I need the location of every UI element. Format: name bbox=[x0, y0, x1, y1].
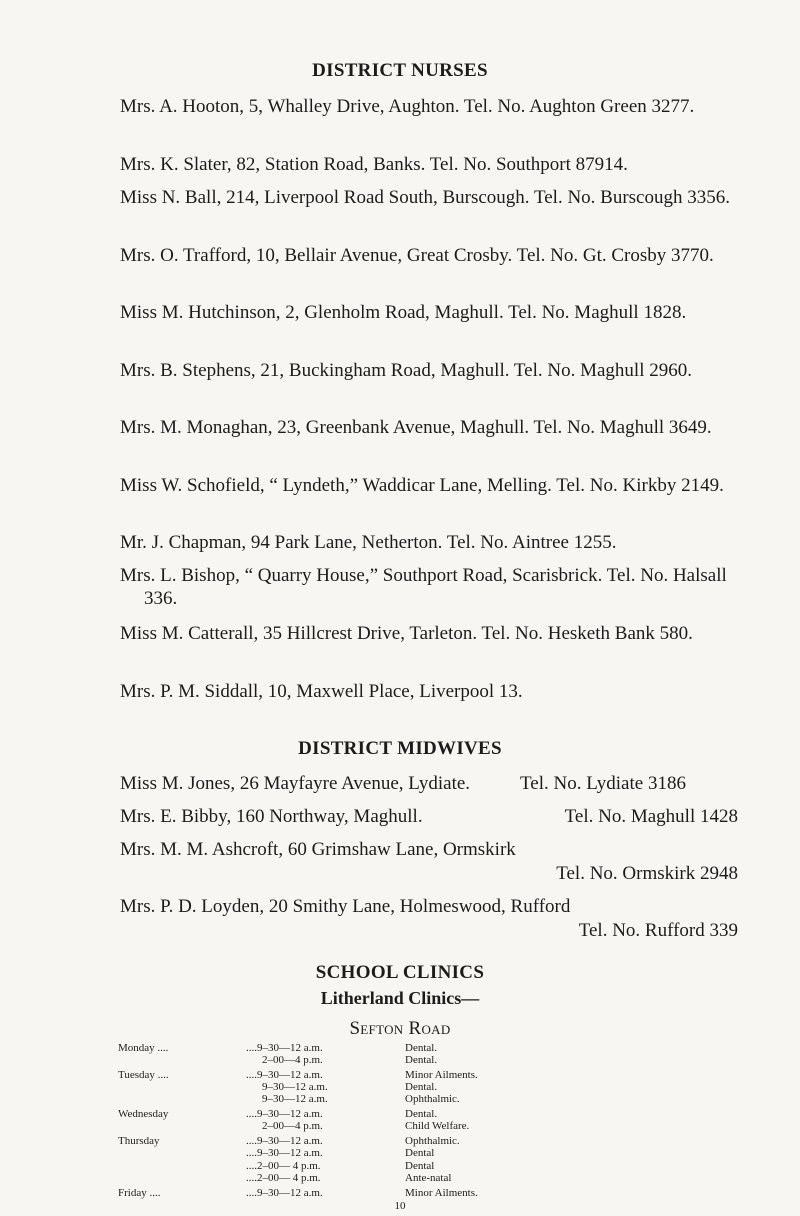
clinic-type: Dental bbox=[405, 1147, 435, 1160]
midwife-phone: Tel. No. Rufford 339 bbox=[578, 920, 738, 941]
nurse-entry: Mrs. L. Bishop, “ Quarry House,” Southport Road, Scarisbrick. Tel. No. Halsall 336. bbox=[120, 565, 727, 609]
clinic-time: ....9–30—12 a.m. bbox=[246, 1135, 323, 1148]
page-number: 10 bbox=[394, 1199, 406, 1212]
clinic-time: 9–30—12 a.m. bbox=[262, 1093, 328, 1106]
clinic-day: Friday .... bbox=[118, 1186, 161, 1199]
clinic-time: ....9–30—12 a.m. bbox=[246, 1069, 323, 1081]
clinic-time: ....9–30—12 a.m. bbox=[246, 1186, 323, 1199]
clinic-time: 2–00—4 p.m. bbox=[262, 1120, 323, 1133]
nurse-entry: Mrs. M. Monaghan, 23, Greenbank Avenue, Maghull. Tel. No. Maghull 3649. bbox=[120, 417, 712, 438]
clinic-type: Dental. bbox=[405, 1081, 438, 1094]
sefton-road-location: Sefton Road bbox=[349, 1018, 451, 1039]
nurse-entry: Miss W. Schofield, “ Lyndeth,” Waddicar Lane, Melling. Tel. No. Kirkby 2149. bbox=[120, 475, 724, 496]
midwife-phone: Tel. No. Maghull 1428 bbox=[564, 806, 738, 827]
clinic-type: Minor Ailments. bbox=[405, 1186, 478, 1199]
clinic-type: Dental. bbox=[405, 1054, 438, 1067]
clinic-time: 9–30—12 a.m. bbox=[262, 1081, 328, 1094]
midwife-phone: Tel. No. Lydiate 3186 bbox=[520, 773, 686, 794]
clinic-type: Dental bbox=[405, 1159, 435, 1172]
clinic-time: ....9–30—12 a.m. bbox=[246, 1147, 323, 1160]
clinic-day: Monday .... bbox=[118, 1042, 169, 1054]
nurse-entry: Miss M. Hutchinson, 2, Glenholm Road, Maghull. Tel. No. Maghull 1828. bbox=[120, 302, 687, 323]
clinic-day: Thursday bbox=[118, 1135, 160, 1148]
clinic-time: ....9–30—12 a.m. bbox=[246, 1042, 323, 1054]
clinic-time: 2–00—4 p.m. bbox=[262, 1054, 323, 1067]
clinic-type: Ophthalmic. bbox=[405, 1135, 460, 1148]
clinic-type: Ante-natal bbox=[405, 1171, 452, 1184]
nurse-entry: Miss N. Ball, 214, Liverpool Road South, Burscough. Tel. No. Burscough 3356. bbox=[120, 187, 730, 208]
clinic-day: Tuesday .... bbox=[118, 1069, 169, 1081]
nurse-entry: Mrs. B. Stephens, 21, Buckingham Road, Maghull. Tel. No. Maghull 2960. bbox=[120, 360, 692, 381]
district-midwives-heading: DISTRICT MIDWIVES bbox=[298, 738, 502, 759]
midwife-phone: Tel. No. Ormskirk 2948 bbox=[556, 863, 738, 884]
school-clinics-heading: SCHOOL CLINICS bbox=[315, 962, 485, 983]
midwife-entry: Mrs. E. Bibby, 160 Northway, Maghull. bbox=[120, 806, 423, 827]
nurse-entry: Miss M. Catterall, 35 Hillcrest Drive, Tarleton. Tel. No. Hesketh Bank 580. bbox=[120, 623, 693, 644]
clinic-type: Child Welfare. bbox=[405, 1120, 470, 1133]
midwife-entry: Miss M. Jones, 26 Mayfayre Avenue, Lydiate. bbox=[120, 773, 471, 794]
clinic-day: Wednesday bbox=[118, 1108, 169, 1121]
clinic-time: ....2–00— 4 p.m. bbox=[246, 1159, 321, 1172]
clinic-type: Dental. bbox=[405, 1108, 438, 1121]
midwife-entry: Mrs. M. M. Ashcroft, 60 Grimshaw Lane, Ormskirk bbox=[120, 839, 516, 860]
clinic-type: Ophthalmic. bbox=[405, 1093, 460, 1106]
nurse-entry: Mrs. O. Trafford, 10, Bellair Avenue, Great Crosby. Tel. No. Gt. Crosby 3770. bbox=[120, 245, 714, 266]
clinic-type: Dental. bbox=[405, 1042, 438, 1054]
clinic-type: Minor Ailments. bbox=[405, 1069, 478, 1081]
nurse-entry: Mr. J. Chapman, 94 Park Lane, Netherton. Tel. No. Aintree 1255. bbox=[120, 532, 617, 553]
nurse-entry: Mrs. P. M. Siddall, 10, Maxwell Place, Liverpool 13. bbox=[120, 681, 523, 702]
midwife-entry: Mrs. P. D. Loyden, 20 Smithy Lane, Holmeswood, Rufford bbox=[120, 896, 571, 917]
clinic-time: ....2–00— 4 p.m. bbox=[246, 1171, 321, 1184]
district-nurses-heading: DISTRICT NURSES bbox=[312, 60, 488, 81]
nurse-entry: Mrs. A. Hooton, 5, Whalley Drive, Aughton. Tel. No. Aughton Green 3277. bbox=[120, 96, 695, 117]
clinic-time: ....9–30—12 a.m. bbox=[246, 1108, 323, 1121]
nurse-entry: Mrs. K. Slater, 82, Station Road, Banks. Tel. No. Southport 87914. bbox=[120, 154, 628, 175]
litherland-clinics-subheading: Litherland Clinics— bbox=[320, 988, 480, 1008]
